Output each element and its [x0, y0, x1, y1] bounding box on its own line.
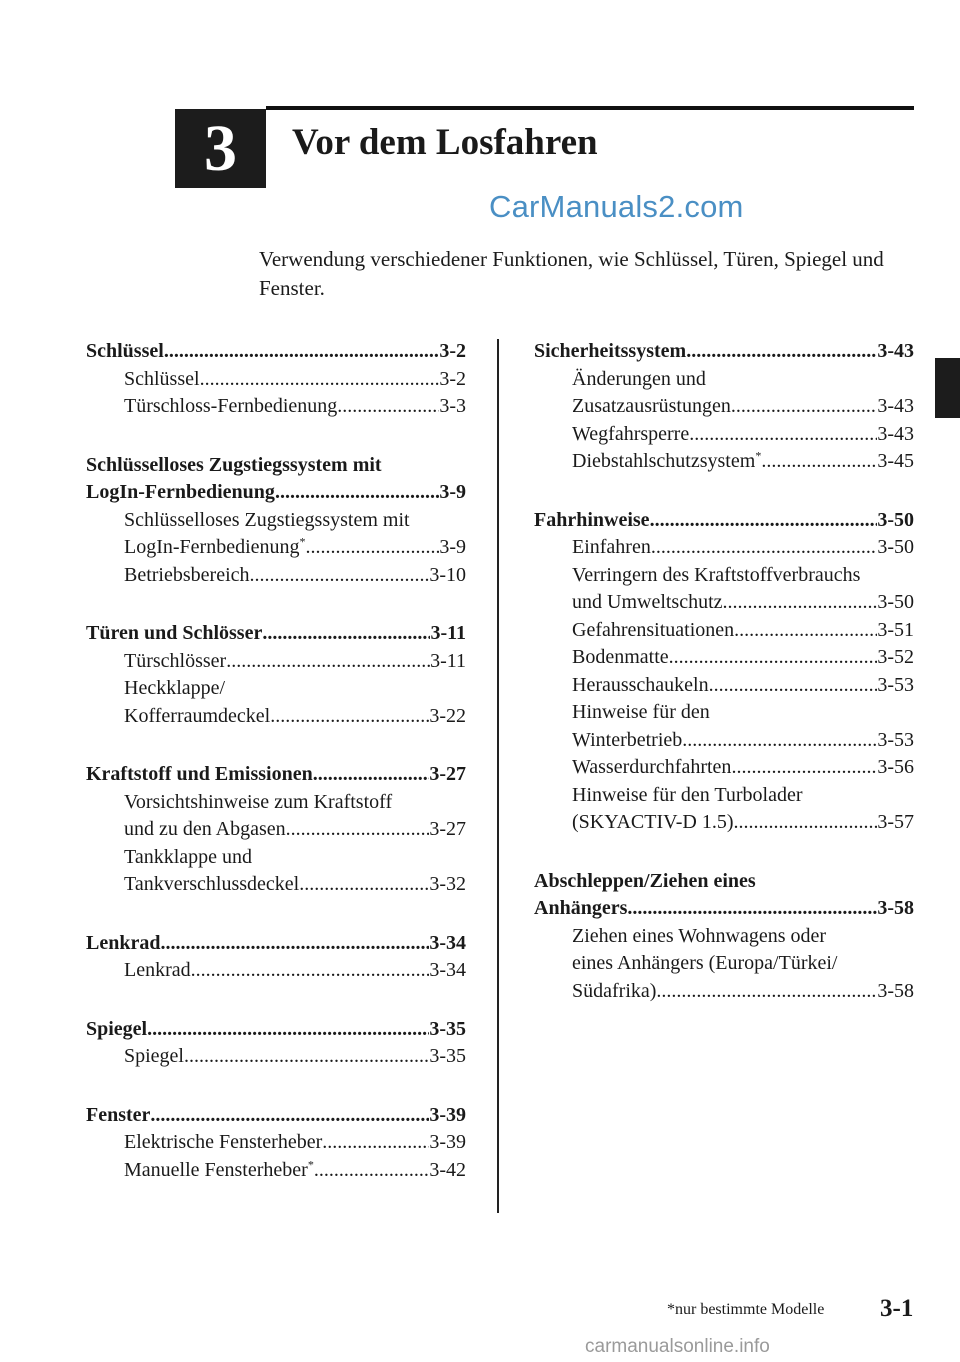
- toc-entry-label: Hinweise für den: [572, 701, 710, 723]
- toc-section: [86, 620, 466, 730]
- toc-page-number: 3-56: [877, 756, 914, 778]
- toc-entry[interactable]: [86, 1129, 466, 1157]
- toc-entry-label: LogIn-Fernbedienung: [86, 481, 275, 503]
- toc-page-number: 3-2: [439, 340, 466, 362]
- toc-entry-label: Fenster: [86, 1103, 151, 1126]
- toc-entry-label: Kofferraumdeckel: [124, 704, 271, 727]
- toc-entry[interactable]: [86, 816, 466, 844]
- dot-leader: [147, 1016, 429, 1044]
- toc-entry-label: Herausschaukeln: [572, 673, 709, 696]
- toc-entry-line: [534, 868, 914, 896]
- toc-entry-label: Hinweise für den Turbolader: [572, 783, 803, 806]
- dot-leader: [337, 393, 439, 421]
- toc-page-number: 3-34: [429, 931, 466, 954]
- toc-section-heading[interactable]: [534, 895, 914, 923]
- toc-entry-label: Spiegel: [86, 1017, 148, 1040]
- toc-entry-label: Verringern des Kraftstoffverbrauchs: [572, 563, 861, 586]
- header-rule: [266, 106, 914, 110]
- toc-section: [86, 761, 466, 899]
- toc-entry-line: [534, 923, 914, 951]
- dot-leader: [184, 1043, 429, 1071]
- dot-leader: [191, 957, 430, 985]
- toc-entry-label: Betriebsbereich: [124, 563, 250, 586]
- toc-entry-label: Türschlösser: [124, 649, 227, 672]
- toc-entry-label: Tankverschlussdeckel: [124, 873, 300, 895]
- toc-entry-label: Lenkrad: [86, 931, 161, 954]
- toc-page-number: 3-57: [877, 811, 914, 833]
- toc-entry[interactable]: [534, 617, 914, 645]
- toc-section: [86, 338, 466, 421]
- dot-leader: [160, 930, 429, 958]
- dot-leader: [651, 534, 877, 562]
- toc-page-number: 3-43: [877, 395, 914, 417]
- toc-entry[interactable]: [534, 534, 914, 562]
- toc-entry-label: Winterbetrieb: [572, 728, 683, 751]
- dot-leader: [734, 617, 877, 645]
- dot-leader: [306, 534, 440, 562]
- toc-entry-label: Ziehen eines Wohnwagens oder: [572, 924, 827, 947]
- dot-leader: [286, 816, 430, 844]
- toc-section-heading[interactable]: [86, 479, 466, 507]
- toc-entry[interactable]: [86, 957, 466, 985]
- toc-entry-label: Türen und Schlösser: [86, 622, 263, 644]
- toc-entry[interactable]: [86, 1157, 466, 1185]
- toc-entry[interactable]: [534, 448, 914, 476]
- dot-leader: [250, 562, 430, 590]
- toc-entry-label: Schlüssel: [86, 340, 164, 362]
- toc-entry-label: Abschleppen/Ziehen eines: [534, 869, 756, 892]
- toc-page-number: 3-35: [429, 1045, 466, 1067]
- toc-section-heading[interactable]: [86, 620, 466, 648]
- toc-entry-line: [534, 699, 914, 727]
- dot-leader: [650, 507, 878, 535]
- dot-leader: [723, 589, 878, 617]
- dot-leader: [682, 727, 877, 755]
- toc-page-number: 3-27: [429, 818, 466, 840]
- toc-entry-line: [86, 452, 466, 480]
- toc-page-number: 3-22: [429, 704, 466, 727]
- toc-entry-label: Einfahren: [572, 536, 651, 558]
- toc-entry-line: [534, 366, 914, 394]
- toc-section: [534, 338, 914, 476]
- toc-entry-line: [534, 950, 914, 978]
- toc-page-number: 3-58: [877, 979, 914, 1002]
- toc-entry[interactable]: [534, 393, 914, 421]
- toc-section: [86, 452, 466, 590]
- toc-entry-label: Schlüssel: [124, 367, 200, 390]
- footnote-marker: *: [299, 534, 306, 549]
- toc-entry-label: Lenkrad: [124, 959, 191, 981]
- toc-entry-line: [86, 844, 466, 872]
- toc-section: [86, 1016, 466, 1071]
- toc-entry-label: Südafrika): [572, 979, 657, 1002]
- footer-url[interactable]: carmanualsonline.info: [585, 1336, 770, 1357]
- chapter-intro: Verwendung verschiedener Funktionen, wie Schlüssel, Türen, Spiegel und Fenster.: [259, 247, 884, 300]
- chapter-number-box: [175, 109, 266, 188]
- toc-entry-label: Elektrische Fensterheber: [124, 1131, 323, 1153]
- footnote: *nur bestimmte Modelle: [667, 1301, 825, 1318]
- toc-page-number: 3-10: [429, 563, 466, 586]
- toc-entry[interactable]: [86, 393, 466, 421]
- toc-section-heading[interactable]: [86, 1102, 466, 1130]
- page-number: 3-1: [880, 1295, 914, 1322]
- footnote-marker: *: [307, 1156, 314, 1171]
- toc-entry-label: Änderungen und: [572, 367, 706, 390]
- toc-entry-label: Zusatzausrüstungen: [572, 395, 731, 417]
- toc-page-number: 3-53: [877, 728, 914, 751]
- toc-page-number: 3-34: [429, 959, 466, 981]
- dot-leader: [761, 448, 877, 476]
- chapter-title: Vor dem Losfahren: [292, 122, 598, 163]
- dot-leader: [150, 1102, 429, 1130]
- dot-leader: [709, 672, 878, 700]
- toc-entry-line: [86, 789, 466, 817]
- dot-leader: [313, 761, 430, 789]
- dot-leader: [322, 1129, 429, 1157]
- toc-entry-label: Schlüsselloses Zugstiegssystem mit: [124, 508, 410, 531]
- toc-entry-label: (SKYACTIV-D 1.5): [572, 811, 734, 833]
- toc-entry[interactable]: [86, 366, 466, 394]
- dot-leader: [733, 809, 877, 837]
- dot-leader: [270, 703, 429, 731]
- toc-entry-line: [86, 507, 466, 535]
- toc-page-number: 3-51: [877, 618, 914, 641]
- toc-page-number: 3-43: [877, 340, 914, 362]
- toc-entry-label: und zu den Abgasen: [124, 818, 286, 840]
- toc-entry[interactable]: [534, 754, 914, 782]
- toc-entry[interactable]: [534, 809, 914, 837]
- dot-leader: [314, 1157, 430, 1185]
- footnote-marker: *: [755, 448, 762, 463]
- toc-entry-label: Vorsichtshinweise zum Kraftstoff: [124, 790, 393, 813]
- toc-page-number: 3-53: [877, 673, 914, 696]
- toc-entry-label: Anhängers: [534, 897, 628, 919]
- toc-entry[interactable]: [534, 672, 914, 700]
- dot-leader: [689, 421, 877, 449]
- toc-entry-label: Heckklappe/: [124, 677, 226, 699]
- toc-entry-label: Manuelle Fensterheber*: [124, 1156, 314, 1181]
- toc-page-number: 3-50: [877, 508, 914, 531]
- toc-section-heading[interactable]: [86, 761, 466, 789]
- toc-column-right: [534, 338, 914, 1036]
- watermark: CarManuals2.com: [489, 189, 744, 224]
- toc-entry-label: Wegfahrsperre: [572, 422, 690, 445]
- dot-leader: [299, 871, 429, 899]
- toc-entry-label: eines Anhängers (Europa/Türkei/: [572, 952, 838, 974]
- toc-entry-label: Spiegel: [124, 1045, 184, 1067]
- toc-entry-label: Bodenmatte: [572, 646, 669, 668]
- toc-page-number: 3-39: [429, 1131, 466, 1153]
- dot-leader: [627, 895, 877, 923]
- dot-leader: [164, 338, 440, 366]
- dot-leader: [275, 479, 439, 507]
- toc-page-number: 3-11: [430, 622, 466, 644]
- dot-leader: [731, 754, 877, 782]
- toc-section: [534, 507, 914, 837]
- toc-page-number: 3-11: [430, 649, 466, 672]
- toc-entry[interactable]: [534, 727, 914, 755]
- chapter-number: 3: [204, 111, 237, 185]
- toc-entry-label: LogIn-Fernbedienung*: [124, 534, 306, 558]
- toc-entry-label: Schlüsselloses Zugstiegssystem mit: [86, 453, 382, 476]
- toc-section-heading[interactable]: [86, 1016, 466, 1044]
- toc-page-number: 3-32: [429, 873, 466, 895]
- toc-entry[interactable]: [534, 589, 914, 617]
- toc-page-number: 3-58: [877, 897, 914, 919]
- dot-leader: [669, 644, 878, 672]
- toc-page-number: 3-39: [429, 1103, 466, 1126]
- toc-entry-label: Diebstahlschutzsystem*: [572, 448, 762, 472]
- toc-entry-label: Gefahrensituationen: [572, 618, 735, 641]
- toc-page-number: 3-52: [877, 646, 914, 668]
- dot-leader: [686, 338, 877, 366]
- toc-entry-label: und Umweltschutz: [572, 591, 723, 613]
- toc-page-number: 3-35: [429, 1017, 466, 1040]
- toc-entry-label: Sicherheitssystem: [534, 340, 687, 362]
- toc-page-number: 3-50: [877, 591, 914, 613]
- toc-page-number: 3-2: [439, 367, 466, 390]
- toc-page-number: 3-50: [877, 536, 914, 558]
- toc-entry[interactable]: [86, 871, 466, 899]
- chapter-side-tab: [935, 358, 960, 418]
- toc-entry[interactable]: [86, 562, 466, 590]
- toc-section: [86, 1102, 466, 1185]
- toc-entry[interactable]: [86, 648, 466, 676]
- toc-section-heading[interactable]: [534, 507, 914, 535]
- toc-page-number: 3-42: [429, 1158, 466, 1181]
- column-divider: [497, 339, 499, 1213]
- toc-entry-line: [86, 675, 466, 703]
- toc-page-number: 3-27: [429, 763, 466, 785]
- toc-section-heading[interactable]: [86, 338, 466, 366]
- toc-entry[interactable]: [534, 978, 914, 1006]
- toc-section: [86, 930, 466, 985]
- dot-leader: [226, 648, 430, 676]
- toc-page-number: 3-45: [877, 450, 914, 472]
- toc-page-number: 3-9: [439, 536, 466, 558]
- dot-leader: [262, 620, 430, 648]
- toc-entry[interactable]: [534, 644, 914, 672]
- toc-entry-label: Türschloss-Fernbedienung: [124, 395, 338, 417]
- toc-page-number: 3-9: [439, 481, 466, 503]
- dot-leader: [200, 366, 440, 394]
- toc-entry[interactable]: [86, 534, 466, 562]
- toc-page-number: 3-3: [439, 395, 466, 417]
- dot-leader: [731, 393, 877, 421]
- dot-leader: [656, 978, 877, 1006]
- toc-page-number: 3-43: [877, 422, 914, 445]
- toc-section-heading[interactable]: [86, 930, 466, 958]
- toc-entry-label: Kraftstoff und Emissionen: [86, 763, 313, 785]
- toc-entry-label: Tankklappe und: [124, 845, 253, 868]
- toc-section: [534, 868, 914, 1006]
- toc-entry-label: Wasserdurchfahrten: [572, 756, 732, 778]
- toc-section-heading[interactable]: [534, 338, 914, 366]
- toc-entry-line: [534, 782, 914, 810]
- toc-entry[interactable]: [86, 703, 466, 731]
- toc-entry-label: Fahrhinweise: [534, 508, 650, 531]
- toc-entry-line: [534, 562, 914, 590]
- toc-entry[interactable]: [86, 1043, 466, 1071]
- toc-column-left: [86, 338, 466, 1215]
- toc-entry[interactable]: [534, 421, 914, 449]
